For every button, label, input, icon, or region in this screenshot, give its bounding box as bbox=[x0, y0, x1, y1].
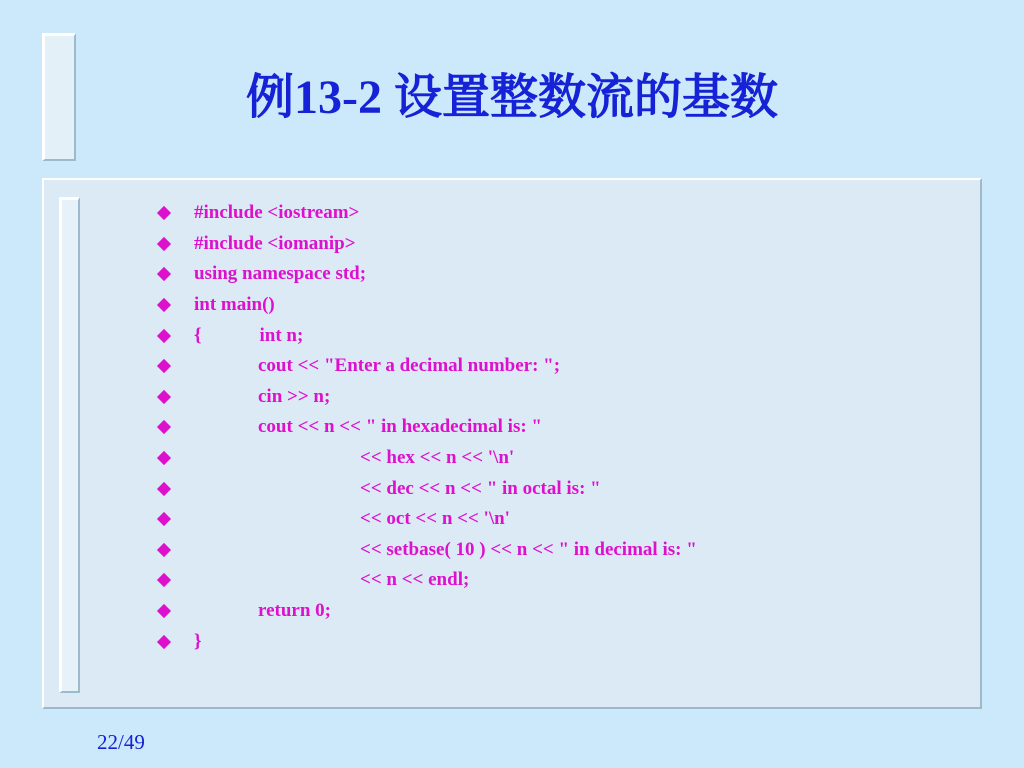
code-line bbox=[156, 565, 976, 596]
diamond-bullet-icon bbox=[157, 604, 171, 618]
code-line-text: } bbox=[194, 630, 202, 652]
code-line-text: { bbox=[194, 324, 202, 346]
diamond-bullet-icon bbox=[157, 329, 171, 343]
code-line-text: << dec << n << " in octal is: " bbox=[360, 477, 601, 499]
diamond-bullet-icon bbox=[157, 451, 171, 465]
code-line-text: << hex << n << '\n' bbox=[360, 447, 515, 469]
diamond-bullet-icon bbox=[157, 420, 171, 434]
code-listing bbox=[156, 198, 976, 657]
diamond-bullet-icon bbox=[157, 573, 171, 587]
code-line-text: int main() bbox=[194, 294, 275, 316]
diamond-bullet-icon bbox=[157, 206, 171, 220]
code-line bbox=[156, 504, 976, 535]
code-line-text: << n << endl; bbox=[360, 569, 470, 591]
code-line-text: int n; bbox=[259, 324, 304, 346]
code-line-text: #include <iostream> bbox=[194, 202, 360, 224]
code-line bbox=[156, 596, 976, 627]
code-line bbox=[156, 473, 976, 504]
diamond-bullet-icon bbox=[157, 512, 171, 526]
diamond-bullet-icon bbox=[157, 390, 171, 404]
code-line-text: using namespace std; bbox=[194, 263, 367, 285]
diamond-bullet-icon bbox=[157, 635, 171, 649]
code-line bbox=[156, 443, 976, 474]
panel-decoration-bar bbox=[59, 197, 80, 693]
diamond-bullet-icon bbox=[157, 237, 171, 251]
code-line-text: cout << "Enter a decimal number: "; bbox=[258, 355, 561, 377]
code-line-text: << oct << n << '\n' bbox=[360, 508, 510, 530]
code-line-text: << setbase( 10 ) << n << " in decimal is: " bbox=[360, 538, 697, 560]
code-line bbox=[156, 229, 976, 260]
code-line bbox=[156, 198, 976, 229]
code-line-text: return 0; bbox=[258, 600, 331, 622]
code-line-text: #include <iomanip> bbox=[194, 232, 356, 254]
code-line bbox=[156, 320, 976, 351]
diamond-bullet-icon bbox=[157, 298, 171, 312]
code-line-text: cin >> n; bbox=[258, 385, 331, 407]
page-number: 22/49 bbox=[97, 730, 145, 754]
diamond-bullet-icon bbox=[157, 359, 171, 373]
slide-title: 例13-2 设置整数流的基数 bbox=[246, 71, 778, 124]
diamond-bullet-icon bbox=[157, 267, 171, 281]
code-line-text: cout << n << " in hexadecimal is: " bbox=[258, 416, 542, 438]
diamond-bullet-icon bbox=[157, 482, 171, 496]
diamond-bullet-icon bbox=[157, 543, 171, 557]
code-line bbox=[156, 382, 976, 413]
code-line bbox=[156, 535, 976, 566]
code-line bbox=[156, 259, 976, 290]
code-line bbox=[156, 351, 976, 382]
code-line bbox=[156, 412, 976, 443]
code-line bbox=[156, 290, 976, 321]
code-line bbox=[156, 626, 976, 657]
